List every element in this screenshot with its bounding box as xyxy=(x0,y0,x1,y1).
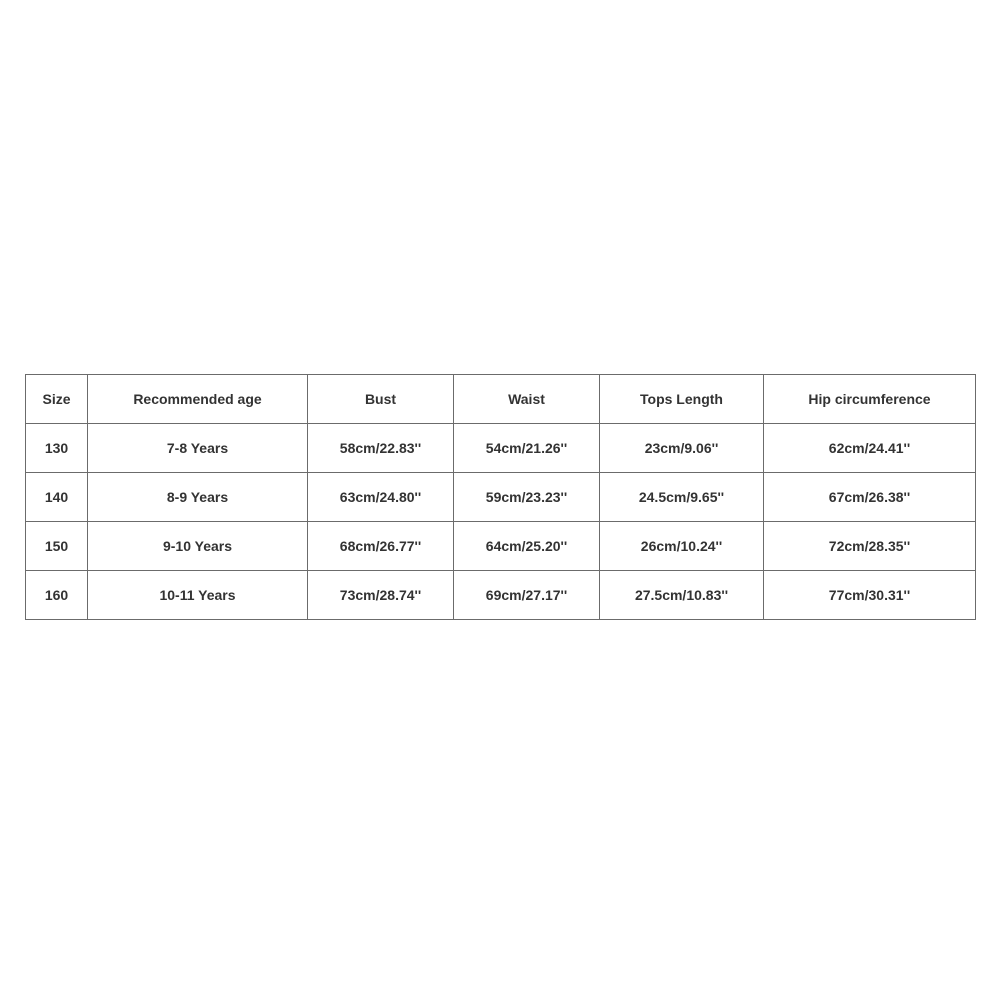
header-tops-length: Tops Length xyxy=(600,375,764,424)
header-recommended-age: Recommended age xyxy=(88,375,308,424)
cell-size: 130 xyxy=(26,424,88,473)
cell-bust: 68cm/26.77'' xyxy=(308,522,454,571)
cell-size: 160 xyxy=(26,571,88,620)
cell-size: 150 xyxy=(26,522,88,571)
cell-recommended-age: 10-11 Years xyxy=(88,571,308,620)
cell-recommended-age: 8-9 Years xyxy=(88,473,308,522)
cell-waist: 54cm/21.26'' xyxy=(454,424,600,473)
table-row xyxy=(26,571,976,620)
cell-hip-circumference: 77cm/30.31'' xyxy=(764,571,976,620)
cell-size: 140 xyxy=(26,473,88,522)
cell-bust: 73cm/28.74'' xyxy=(308,571,454,620)
table-row xyxy=(26,424,976,473)
cell-recommended-age: 7-8 Years xyxy=(88,424,308,473)
size-chart-table xyxy=(25,374,976,620)
table-row xyxy=(26,522,976,571)
cell-hip-circumference: 72cm/28.35'' xyxy=(764,522,976,571)
cell-waist: 59cm/23.23'' xyxy=(454,473,600,522)
header-size: Size xyxy=(26,375,88,424)
cell-tops-length: 27.5cm/10.83'' xyxy=(600,571,764,620)
header-waist: Waist xyxy=(454,375,600,424)
cell-bust: 58cm/22.83'' xyxy=(308,424,454,473)
table-header-row xyxy=(26,375,976,424)
cell-bust: 63cm/24.80'' xyxy=(308,473,454,522)
cell-waist: 69cm/27.17'' xyxy=(454,571,600,620)
table-row xyxy=(26,473,976,522)
header-bust: Bust xyxy=(308,375,454,424)
cell-tops-length: 24.5cm/9.65'' xyxy=(600,473,764,522)
cell-tops-length: 23cm/9.06'' xyxy=(600,424,764,473)
cell-waist: 64cm/25.20'' xyxy=(454,522,600,571)
cell-recommended-age: 9-10 Years xyxy=(88,522,308,571)
cell-tops-length: 26cm/10.24'' xyxy=(600,522,764,571)
cell-hip-circumference: 67cm/26.38'' xyxy=(764,473,976,522)
header-hip-circumference: Hip circumference xyxy=(764,375,976,424)
cell-hip-circumference: 62cm/24.41'' xyxy=(764,424,976,473)
